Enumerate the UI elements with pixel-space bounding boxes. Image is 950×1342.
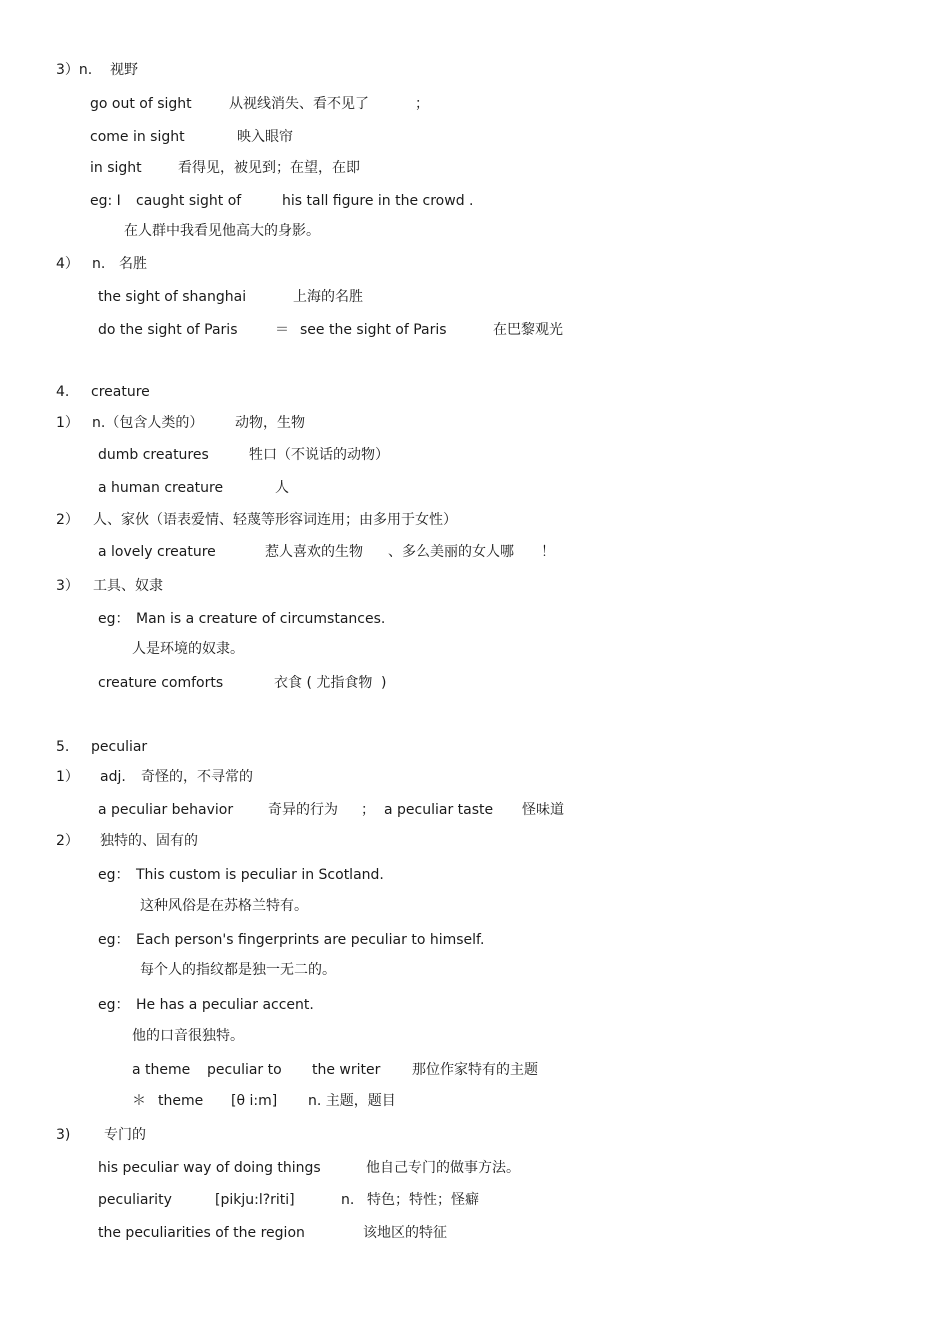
text-segment: 该地区的特征 [363, 1225, 447, 1241]
text-segment: 衣食 ( 尤指食物 [274, 675, 373, 691]
text-segment: the writer [312, 1062, 381, 1078]
text-segment: n. [92, 256, 106, 272]
text-segment: 惹人喜欢的生物 [265, 544, 363, 560]
text-segment: 特色；特性；怪癖 [367, 1192, 479, 1208]
text-segment: ＊ [132, 1093, 146, 1109]
text-segment: adj. [100, 769, 126, 785]
text-segment: [pikju:l?riti] [215, 1192, 295, 1208]
text-segment: 在人群中我看见他高大的身影。 [124, 223, 320, 239]
text-segment: 专门的 [104, 1127, 146, 1143]
text-segment: eg： [98, 611, 130, 627]
text-segment: go out of sight [90, 96, 192, 112]
text-segment: the peculiarities of the region [98, 1225, 305, 1241]
text-segment: ！ [541, 544, 555, 560]
text-segment: in sight [90, 160, 142, 176]
text-segment: eg： [98, 997, 130, 1013]
text-segment: 1） [56, 769, 79, 785]
text-segment: 视野 [110, 62, 138, 78]
text-segment: 名胜 [119, 256, 147, 272]
text-segment: come in sight [90, 129, 185, 145]
text-segment: theme [158, 1093, 204, 1109]
text-segment: dumb creatures [98, 447, 209, 463]
text-segment: 工具、奴隶 [93, 578, 163, 594]
text-segment: 他的口音很独特。 [132, 1028, 244, 1044]
text-segment: 、多么美丽的女人哪 [388, 544, 514, 560]
text-segment: eg： [98, 867, 130, 883]
text-segment: peculiar [91, 739, 148, 755]
text-segment: Each person's fingerprints are peculiar to himself. [136, 932, 485, 948]
text-segment: ； [415, 96, 429, 112]
text-segment: a peculiar behavior [98, 802, 234, 818]
text-segment: a human creature [98, 480, 224, 496]
text-segment: creature [91, 384, 150, 400]
text-segment: 人 [275, 480, 289, 496]
text-segment: 每个人的指纹都是独一无二的。 [140, 962, 336, 978]
text-segment: 4） [56, 256, 79, 272]
text-segment: a peculiar taste [384, 802, 494, 818]
text-segment: creature comforts [98, 675, 224, 691]
text-segment: 人、家伙（语表爱情、轻蔑等形容词连用；由多用于女性） [93, 512, 457, 528]
text-segment: 3）n. [56, 62, 93, 78]
text-segment: 1） [56, 415, 79, 431]
text-segment: 奇异的行为 [268, 802, 338, 818]
text-segment: eg： [98, 932, 130, 948]
text-segment: ＝ [275, 322, 289, 338]
text-segment: caught sight of [136, 193, 242, 209]
text-segment: 奇怪的，不寻常的 [141, 769, 253, 785]
text-segment: see the sight of Paris [300, 322, 447, 338]
text-segment: 人是环境的奴隶。 [132, 641, 244, 657]
text-segment: He has a peculiar accent. [136, 997, 314, 1013]
text-segment: 3) [56, 1127, 71, 1143]
text-segment: 他自己专门的做事方法。 [366, 1160, 520, 1176]
text-segment: 映入眼帘 [237, 129, 293, 145]
text-segment: 这种风俗是在苏格兰特有。 [140, 898, 308, 914]
text-segment: his peculiar way of doing things [98, 1160, 321, 1176]
text-segment: 看得见，被见到；在望，在即 [178, 160, 360, 176]
text-segment: do the sight of Paris [98, 322, 238, 338]
text-segment: Man is a creature of circumstances. [136, 611, 386, 627]
text-segment: his tall figure in the crowd . [282, 193, 474, 209]
text-segment: 4. [56, 384, 70, 400]
text-segment: ) [381, 675, 387, 691]
text-segment: 在巴黎观光 [493, 322, 563, 338]
text-segment: peculiar to [207, 1062, 282, 1078]
text-segment: 2） [56, 512, 79, 528]
text-segment: [θ i:m] [231, 1093, 278, 1109]
text-segment: eg: I [90, 193, 121, 209]
text-segment: n. 主题，题目 [308, 1093, 396, 1109]
text-segment: a lovely creature [98, 544, 216, 560]
text-segment: This custom is peculiar in Scotland. [136, 867, 384, 883]
text-segment: 独特的、固有的 [100, 833, 198, 849]
text-segment: 怪味道 [522, 802, 564, 818]
text-segment: 5. [56, 739, 70, 755]
text-segment: 2） [56, 833, 79, 849]
text-segment: 3） [56, 578, 79, 594]
text-segment: 上海的名胜 [293, 289, 363, 305]
text-segment: peculiarity [98, 1192, 172, 1208]
text-segment: 那位作家特有的主题 [412, 1062, 538, 1078]
text-segment: n. [341, 1192, 355, 1208]
text-segment: a theme [132, 1062, 191, 1078]
text-segment: n.（包含人类的） [92, 415, 204, 431]
text-segment: ； [361, 802, 375, 818]
text-segment: 从视线消失、看不见了 [229, 96, 369, 112]
text-segment: 牲口（不说话的动物） [249, 447, 389, 463]
text-segment: the sight of shanghai [98, 289, 247, 305]
text-segment: 动物，生物 [235, 415, 305, 431]
